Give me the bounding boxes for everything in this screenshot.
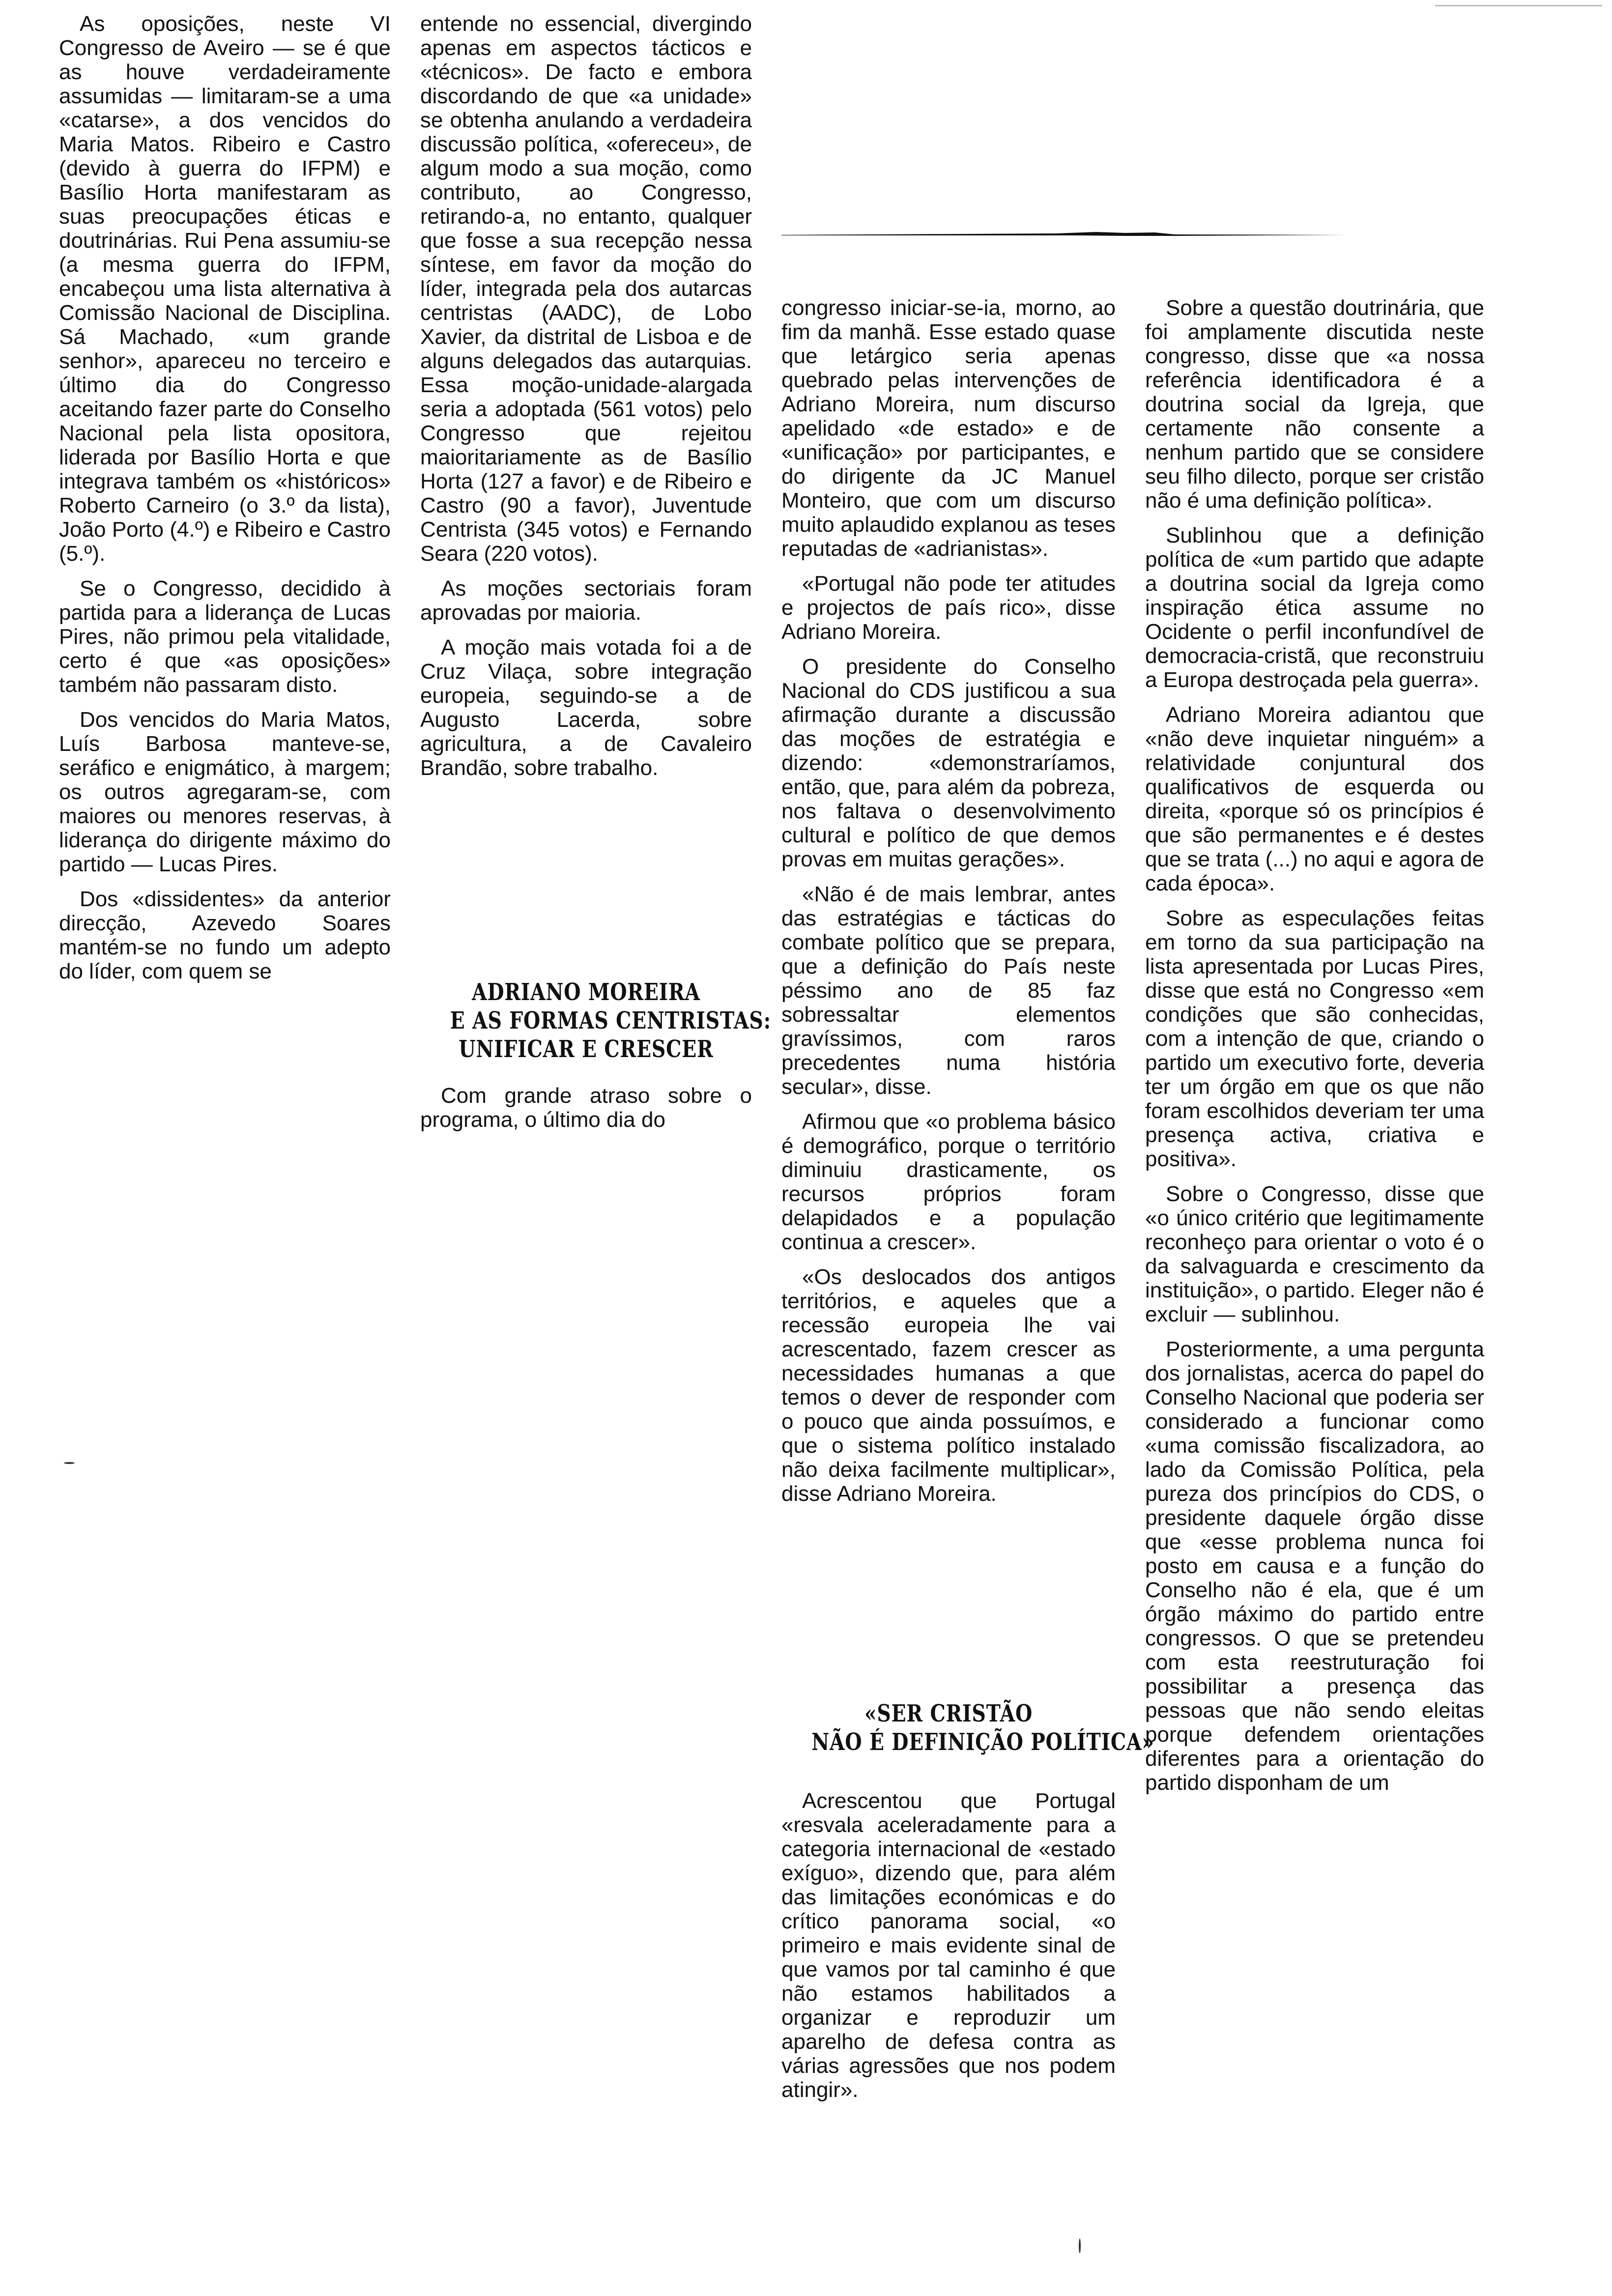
paragraph: Sobre a questão doutrinária, que foi amplamente discutida neste congresso, disse que «a nossa referência identificadora é a doutrina social da Igreja, que certamente não consente a nenhum partido que se considere seu filho dilecto, porque ser cristão não é uma definição política». xyxy=(1145,296,1484,513)
scan-speck xyxy=(1079,2239,1081,2253)
headline-line: E AS FORMAS CENTRISTAS: xyxy=(450,1007,771,1034)
paragraph: «Os deslocados dos antigos territórios, e aqueles que a recessão europeia lhe vai acrescentado, fazem crescer as necessidades humanas a que temos o dever de responder com o pouco que ainda possuímos, e que o sistema político instalado não deixa facilmente multiplicar», disse Adriano Moreira. xyxy=(781,1265,1116,1506)
paragraph: congresso iniciar-se-ia, morno, ao fim da manhã. Esse estado quase que letárgico seria apenas quebrado pelas intervenções de Adriano Moreira, num discurso apelidado «de estado» e de «unificação» por participantes, e do dirigente da JC Manuel Monteiro, que com um discurso muito aplaudido explanou as teses reputadas de «adrianistas». xyxy=(781,296,1116,561)
section-divider-rule xyxy=(781,231,1347,238)
paragraph: «Não é de mais lembrar, antes das estratégias e tácticas do combate político que se prepara, que a definição do País neste péssimo ano de 85 faz sobressaltar elementos gravíssimos, com raros precedentes numa história secular», disse. xyxy=(781,882,1116,1099)
article-column-2 xyxy=(420,12,752,791)
paragraph: As moções sectoriais foram aprovadas por maioria. xyxy=(420,576,752,625)
article-column-3-continuation xyxy=(781,1789,1116,2113)
paragraph: Sublinhou que a definição política de «um partido que adapte a doutrina social da Igreja como inspiração ética assume no Ocidente o perfil inconfundível de democracia-cristã, que reconstruiu a Europa destroçada pela guerra». xyxy=(1145,523,1484,692)
scan-speck xyxy=(64,1462,75,1464)
paragraph: O presidente do Conselho Nacional do CDS justificou a sua afirmação durante a discussão das moções de estratégia e dizendo: «demonstraríamos, então, que, para além da pobreza, nos faltava o desenvolvimento cultural e político de que demos provas em muitas gerações». xyxy=(781,655,1116,871)
headline-line: «SER CRISTÃO xyxy=(864,1700,1033,1727)
article-column-2-continuation xyxy=(420,1084,752,1143)
paragraph: Posteriormente, a uma pergunta dos jornalistas, acerca do papel do Conselho Nacional que poderia ser considerado a funcionar como «uma comissão fiscalizadora, ao lado da Comissão Política, pela pureza dos princípios do CDS, o presidente daquele órgão disse que «esse problema nunca foi posto em causa e a função do Conselho não é ela, que é um órgão máximo do partido entre congressos. O que se pretendeu com esta reestruturação foi possibilitar a presença das pessoas que não sendo eleitas porque defendem orientações diferentes para a orientação do partido disponham de um xyxy=(1145,1337,1484,1795)
paragraph: Sobre as especulações feitas em torno da sua participação na lista apresentada por Lucas Pires, disse que está no Congresso «em condições que são conhecidas, com a intenção de que, criando o partido um executivo forte, deveria ter um órgão em que os que não foram escolhidos deveriam ter uma presença activa, criativa e positiva». xyxy=(1145,906,1484,1171)
page-edge-mark xyxy=(1435,5,1602,6)
paragraph: Adriano Moreira adiantou que «não deve inquietar ninguém» a relatividade conjuntural dos qualificativos de esquerda ou direita, «porque só os princípios é que são permanentes e é destes que se trata (...) no aqui e agora de cada época». xyxy=(1145,703,1484,895)
paragraph: «Portugal não pode ter atitudes e projectos de país rico», disse Adriano Moreira. xyxy=(781,572,1116,644)
paragraph: Dos «dissidentes» da anterior direcção, Azevedo Soares mantém-se no fundo um adepto do líder, com quem se xyxy=(59,887,391,983)
section-headline-adriano-moreira xyxy=(450,978,771,1063)
article-column-1 xyxy=(59,12,391,994)
headline-line: UNIFICAR E CRESCER xyxy=(459,1035,714,1063)
headline-line: NÃO É DEFINIÇÃO POLÍTICA» xyxy=(811,1728,1154,1756)
paragraph: Acrescentou que Portugal «resvala aceleradamente para a categoria internacional de «estado exíguo», dizendo que, para além das limitações económicas e do crítico panorama social, «o primeiro e mais evidente sinal de que vamos por tal caminho é que não estamos habilitados a organizar e reproduzir um aparelho de defesa contra as várias agressões que nos podem atingir». xyxy=(781,1789,1116,2102)
article-column-3 xyxy=(781,296,1116,1517)
paragraph: As oposições, neste VI Congresso de Aveiro — se é que as houve verdadeiramente assumidas — limitaram-se a uma «catarse», a dos vencidos do Maria Matos. Ribeiro e Castro (devido à guerra do IFPM) e Basílio Horta manifestaram as suas preocupações éticas e doutrinárias. Rui Pena assumiu-se (a mesma guerra do IFPM, encabeçou uma lista alternativa à Comissão Nacional de Disciplina. Sá Machado, «um grande senhor», apareceu no terceiro e último dia do Congresso aceitando fazer parte do Conselho Nacional pela lista opositora, liderada por Basílio Horta e que integrava também os «históricos» Roberto Carneiro (o 3.º da lista), João Porto (4.º) e Ribeiro e Castro (5.º). xyxy=(59,12,391,566)
paragraph: A moção mais votada foi a de Cruz Vilaça, sobre integração europeia, seguindo-se a de Augusto Lacerda, sobre agricultura, a de Cavaleiro Brandão, sobre trabalho. xyxy=(420,635,752,780)
section-headline-ser-cristao xyxy=(811,1699,1154,1756)
paragraph: Sobre o Congresso, disse que «o único critério que legitimamente reconheço para orientar o voto é o da salvaguarda e crescimento da instituição», o partido. Eleger não é excluir — sublinhou. xyxy=(1145,1182,1484,1326)
headline-line: ADRIANO MOREIRA xyxy=(472,978,700,1006)
paragraph: Dos vencidos do Maria Matos, Luís Barbosa manteve-se, seráfico e enigmático, à margem; os outros agregaram-se, com maiores ou menores reservas, à liderança do dirigente máximo do partido — Lucas Pires. xyxy=(59,708,391,876)
paragraph: Afirmou que «o problema básico é demográfico, porque o território diminuiu drasticamente, os recursos próprios foram delapidados e a população continua a crescer». xyxy=(781,1110,1116,1254)
article-column-4 xyxy=(1145,296,1484,1806)
paragraph: Se o Congresso, decidido à partida para a liderança de Lucas Pires, não primou pela vitalidade, certo é que «as oposições» também não passaram disto. xyxy=(59,576,391,697)
paragraph: entende no essencial, divergindo apenas em aspectos tácticos e «técnicos». De facto e embora discordando de que «a unidade» se obtenha anulando a verdadeira discussão política, «ofereceu», de algum modo a sua moção, como contributo, ao Congresso, retirando-a, no entanto, qualquer que fosse a sua recepção nessa síntese, em favor da moção do líder, integrada pela dos autarcas centristas (AADC), de Lobo Xavier, da distrital de Lisboa e de alguns delegados das autarquias. Essa moção-unidade-alargada seria a adoptada (561 votos) pelo Congresso que rejeitou maioritariamente as de Basílio Horta (127 a favor) e de Ribeiro e Castro (90 a favor), Juventude Centrista (345 votos) e Fernando Seara (220 votos). xyxy=(420,12,752,566)
paragraph: Com grande atraso sobre o programa, o último dia do xyxy=(420,1084,752,1132)
